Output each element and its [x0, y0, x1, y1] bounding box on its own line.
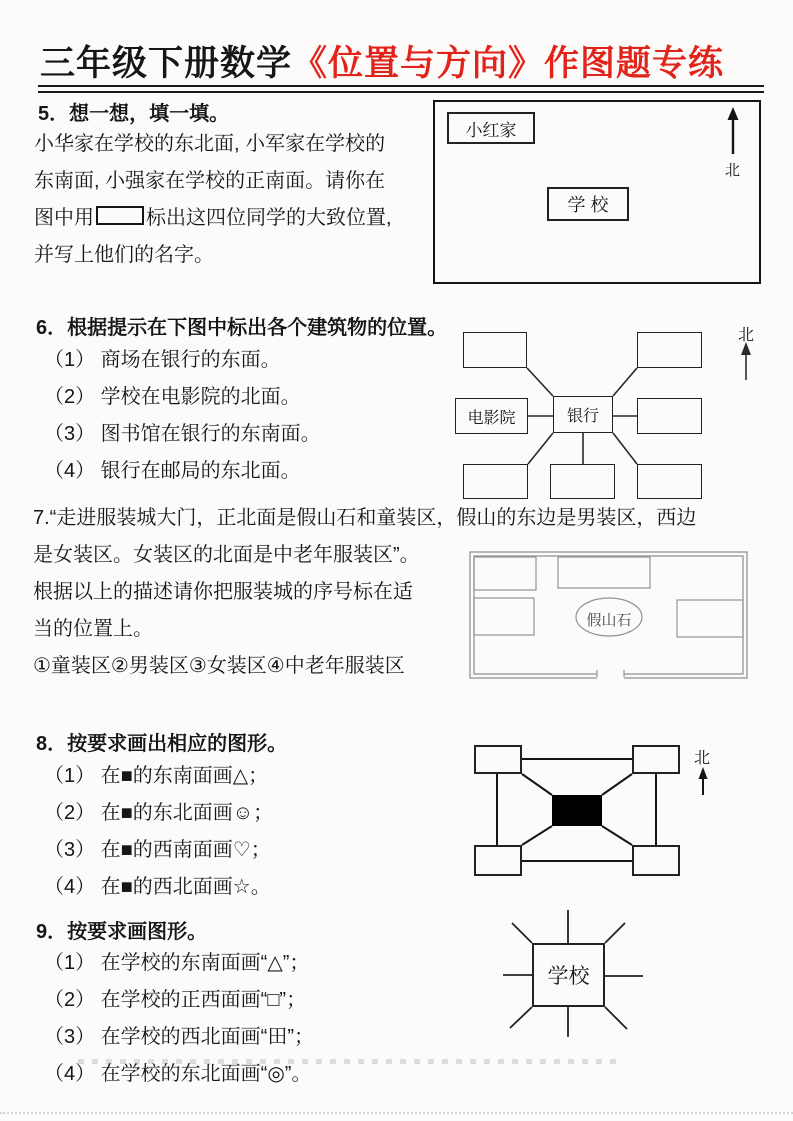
q6-cinema-box [455, 398, 528, 434]
q5-north-label: 北 [725, 162, 741, 179]
q9-school-box [532, 943, 605, 1007]
q8-black-center-box [552, 795, 602, 826]
q7-line-4: 当的位置上。 [33, 618, 153, 640]
q6-empty-box-se [637, 464, 702, 499]
q7-line-5: ①童装区②男装区③女装区④中老年服装区 [33, 655, 405, 677]
q6-item-1: （1） 商场在银行的东面。 [44, 349, 281, 371]
q8-item-1: （1） 在■的东南面画△； [44, 765, 269, 787]
q8-empty-box-se [632, 845, 680, 876]
cut-line [0, 1112, 793, 1114]
q6-empty-box-nw [463, 332, 527, 368]
q8-empty-box-nw [474, 745, 522, 774]
q7-line-2: 是女装区。女装区的北面是中老年服装区”。 [33, 544, 420, 566]
q6-item-2: （2） 学校在电影院的北面。 [44, 386, 301, 408]
q6-empty-box-sw [463, 464, 528, 499]
q6-diagram [455, 318, 793, 505]
q5-line-1: 小华家在学校的东北面, 小军家在学校的 [34, 133, 386, 155]
title-double-underline [38, 85, 764, 93]
q7-room-box-nw [474, 557, 536, 590]
q5-heading: 5．想一想，填一填。 [38, 103, 230, 125]
q6-empty-box-ne [637, 332, 702, 368]
q7-diagram [466, 549, 752, 683]
q8-diagram [470, 742, 720, 882]
q6-bank-label: 银行 [566, 408, 599, 425]
q8-empty-box-sw [474, 845, 522, 876]
q9-heading: 9．按要求画图形。 [36, 921, 208, 943]
q5-home-box [447, 112, 535, 144]
q5-body [34, 126, 392, 274]
q8-item-4: （4） 在■的西北面画☆。 [44, 876, 271, 898]
q8-north-arrow-icon [699, 767, 708, 779]
q8-items [44, 758, 273, 906]
q9-item-1: （1） 在学校的东南面画“△”； [44, 952, 310, 974]
q5-line-4: 并写上他们的名字。 [34, 244, 214, 266]
q7-room-box-e [677, 600, 743, 637]
q9-diagram [495, 903, 660, 1043]
q8-item-2: （2） 在■的东北面画☺； [44, 802, 274, 824]
title-main: 三年级下册数学 [40, 44, 293, 83]
q9-item-4: （4） 在学校的东北面画“◎”。 [44, 1063, 312, 1085]
q9-item-3: （3） 在学校的西北面画“田”； [44, 1026, 314, 1048]
q6-item-3: （3） 图书馆在银行的东南面。 [44, 423, 321, 445]
q6-heading: 6．根据提示在下图中标出各个建筑物的位置。 [36, 317, 448, 339]
q6-items [44, 342, 321, 490]
q6-cinema-label: 电影院 [467, 409, 516, 427]
q9-items [44, 945, 314, 1093]
q7-line-3: 根据以上的描述请你把服装城的序号标在适 [33, 581, 413, 603]
q7-room-box-w [474, 598, 534, 635]
q6-empty-box-s [550, 464, 615, 499]
q8-heading: 8．按要求画出相应的图形。 [36, 733, 288, 755]
q5-diagram [433, 100, 761, 284]
page-title [40, 36, 724, 86]
footer-ghost-text [78, 1059, 623, 1064]
q8-empty-box-ne [632, 745, 680, 774]
q5-line-2: 东南面, 小强家在学校的正南面。请你在 [34, 170, 386, 192]
q9-school-label: 学校 [547, 965, 590, 988]
q5-school-box [547, 187, 629, 221]
q5-school-label: 学 校 [567, 195, 609, 215]
q5-line-3: 图中用 标出这四位同学的大致位置, [34, 207, 392, 229]
q6-bank-box [553, 396, 613, 433]
q6-empty-box-e [637, 398, 702, 434]
q5-home-label: 小红家 [465, 120, 517, 140]
q9-item-2: （2） 在学校的正西面画“□”； [44, 989, 307, 1011]
q6-item-4: （4） 银行在邮局的东北面。 [44, 460, 301, 482]
q7-room-box-n [558, 557, 650, 588]
q7-line-1: 7.“走进服装城大门，正北面是假山石和童装区，假山的东边是男装区，西边 [33, 507, 697, 529]
q8-north-label: 北 [694, 750, 711, 767]
q8-item-3: （3） 在■的西南面画♡； [44, 839, 271, 861]
q7-entrance-gap [597, 666, 624, 681]
title-accent: 《位置与方向》作图题专练 [292, 44, 725, 83]
inline-rect-placeholder [96, 206, 144, 225]
q6-north-label: 北 [738, 327, 755, 344]
q7-rockery-label: 假山石 [586, 612, 632, 629]
